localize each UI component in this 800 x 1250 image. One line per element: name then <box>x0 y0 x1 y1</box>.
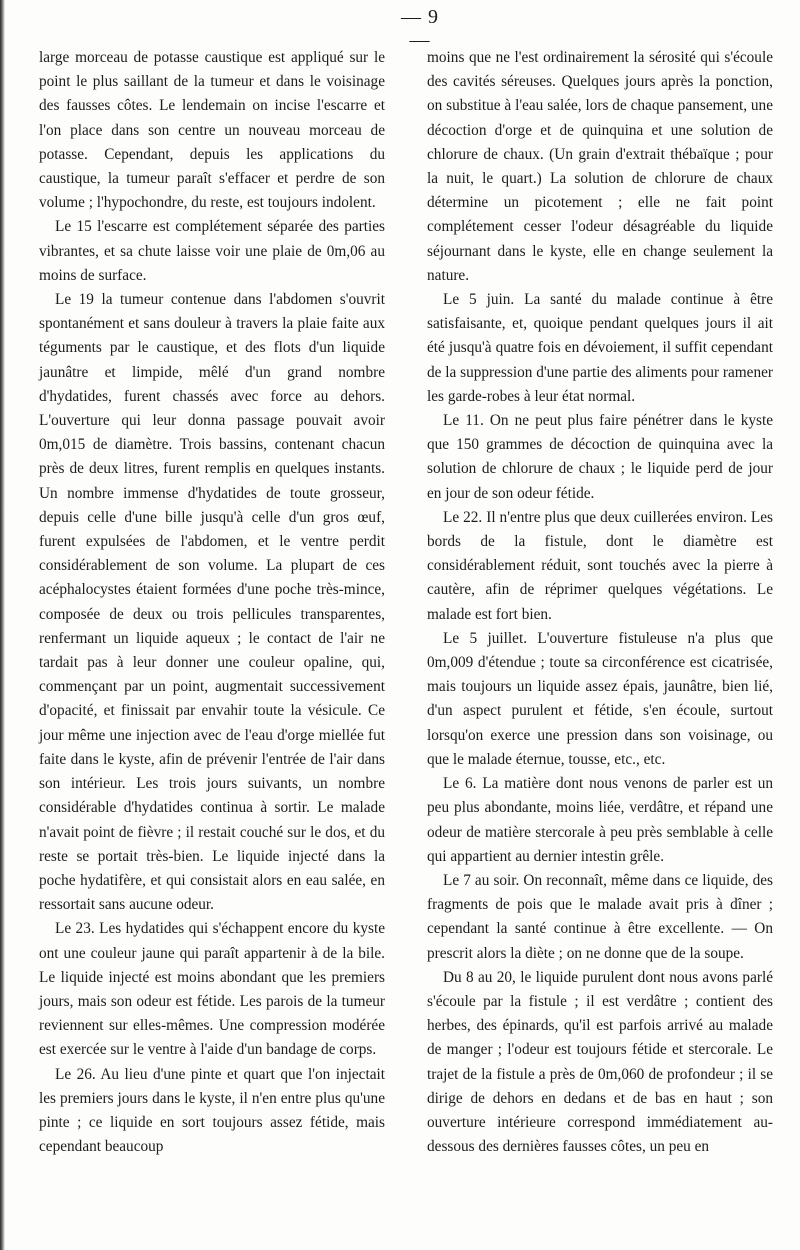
right-paragraph: Le 6. La matière dont nous venons de parler est un peu plus abondante, moins liée, verdâtre, et répand une odeur de matière stercorale à peu près semblable à celle qui appartient au dernier intestin grêle. <box>427 775 773 865</box>
right-paragraph: Le 5 juin. La santé du malade continue à être satisfaisante, et, quoique pendant quelques jours il ait été jusqu'à quatre fois en dévoiement, il suffit cependant de la suppression d'une partie des aliments pour ramener les garde-robes à leur état normal. <box>427 291 773 405</box>
right-paragraph: Le 11. On ne peut plus faire pénétrer dans le kyste que 150 grammes de décoction de quinquina avec la solution de chlorure de chaux ; le liquide perd de jour en jour de son odeur fétide. <box>427 412 773 502</box>
binding-edge <box>0 0 5 1250</box>
right-paragraph: Du 8 au 20, le liquide purulent dont nous avons parlé s'écoule par la fistule ; il est verdâtre ; contient des herbes, des épinards, qu'il est parfois arrivé au malade de manger ; l'odeur est toujours fétide et stercorale. Le trajet de la fistule a près de 0m,060 de profondeur ; il se dirige de dehors en dedans et de bas en haut ; son ouverture intérieure correspond immédiatement au-dessous des dernières fausses côtes, un peu en <box>427 968 773 1156</box>
left-paragraph: large morceau de potasse caustique est appliqué sur le point le plus saillant de la tumeur et dans le voisinage des fausses côtes. Le lendemain on incise l'escarre et l'on place dans son centre un nouveau morceau de potasse. Cependant, depuis les applications du caustique, la tumeur paraît s'effacer et perdre de son volume ; l'hypochondre, du reste, est toujours indolent. <box>39 49 385 212</box>
right-paragraph: Le 5 juillet. L'ouverture fistuleuse n'a plus que 0m,009 d'étendue ; toute sa circonférence est cicatrisée, mais toujours un liquide assez épais, jaunâtre, bien lié, d'un aspect purulent et fétide, s'en écoule, surtout lorsqu'on exerce une pression dans son voisinage, ou que le malade éternue, tousse, etc., etc. <box>427 629 773 768</box>
left-paragraph: Le 19 la tumeur contenue dans l'abdomen s'ouvrit spontanément et sans douleur à travers la plaie faite aux téguments par le caustique, et des flots d'un liquide jaunâtre et limpide, mêlé d'un grand nombre d'hydatides, furent chassés avec force au dehors. L'ouverture qui leur donna passage pouvait avoir 0m,015 de diamètre. Trois bassins, contenant chacun près de deux litres, furent remplis en quelques instants. Un nombre immense d'hydatides de toute grosseur, depuis celle d'une bille jusqu'à celle d'un gros œuf, furent expulsées de l'abdomen, et le ventre perdit considérablement de son volume. La plupart de ces acéphalocystes étaient formées d'une poche très-mince, composée de deux ou trois pellicules transparentes, renfermant un liquide aqueux ; le contact de l'air ne tardait pas à leur donner une couleur opaline, qui, commençant par un point, augmentait successivement d'opacité, et finissait par envahir toute la vésicule. Ce jour même une injection avec de l'eau d'orge miellée fut faite dans le kyste, afin de prévenir l'entrée de l'air dans son intérieur. Les trois jours suivants, un nombre considérable d'hydatides continua à sortir. Le malade n'avait point de fièvre ; il restait couché sur le dos, et du reste se portait très-bien. Le liquide injecté dans la poche hydatifère, et qui consistait alors en eau salée, en ressortait sans aucune odeur. <box>39 291 385 914</box>
left-paragraph: Le 23. Les hydatides qui s'échappent encore du kyste ont une couleur jaune qui paraît appartenir à de la bile. Le liquide injecté est moins abondant que les premiers jours, mais son odeur est fétide. Les parois de la tumeur reviennent sur elles-mêmes. Une compression modérée est exercée sur le ventre à l'aide d'un bandage de corps. <box>39 920 385 1059</box>
left-column <box>39 46 385 1159</box>
page-number: — 9 — <box>401 6 439 51</box>
right-column <box>427 46 773 1159</box>
left-paragraph: Le 15 l'escarre est complétement séparée des parties vibrantes, et sa chute laisse voir une plaie de 0m,06 au moins de surface. <box>39 218 385 284</box>
right-paragraph: moins que ne l'est ordinairement la sérosité qui s'écoule des cavités séreuses. Quelques jours après la ponction, on substitue à l'eau salée, lors de chaque pansement, une décoction d'orge et de quinquina et une solution de chlorure de chaux. (Un grain d'extrait thébaïque ; pour la nuit, le quart.) La solution de chlorure de chaux détermine un picotement ; elle ne fait point complétement cesser l'odeur désagréable du liquide séjournant dans le kyste, elle en change seulement la nature. <box>427 49 773 284</box>
right-paragraph: Le 7 au soir. On reconnaît, même dans ce liquide, des fragments de pois que le malade avait pris à dîner ; cependant la santé continue à être excellente. — On prescrit alors la diète ; on ne donne que de la soupe. <box>427 871 773 962</box>
right-paragraph: Le 22. Il n'entre plus que deux cuillerées environ. Les bords de la fistule, dont le diamètre est considérablement réduit, sont touchés avec la pierre à cautère, afin de réprimer quelques végétations. Le malade est fort bien. <box>427 508 773 623</box>
left-paragraph: Le 26. Au lieu d'une pinte et quart que l'on injectait les premiers jours dans le kyste, il n'en entre plus qu'une pinte ; ce liquide en sort toujours assez fétide, mais cependant beaucoup <box>39 1065 385 1156</box>
